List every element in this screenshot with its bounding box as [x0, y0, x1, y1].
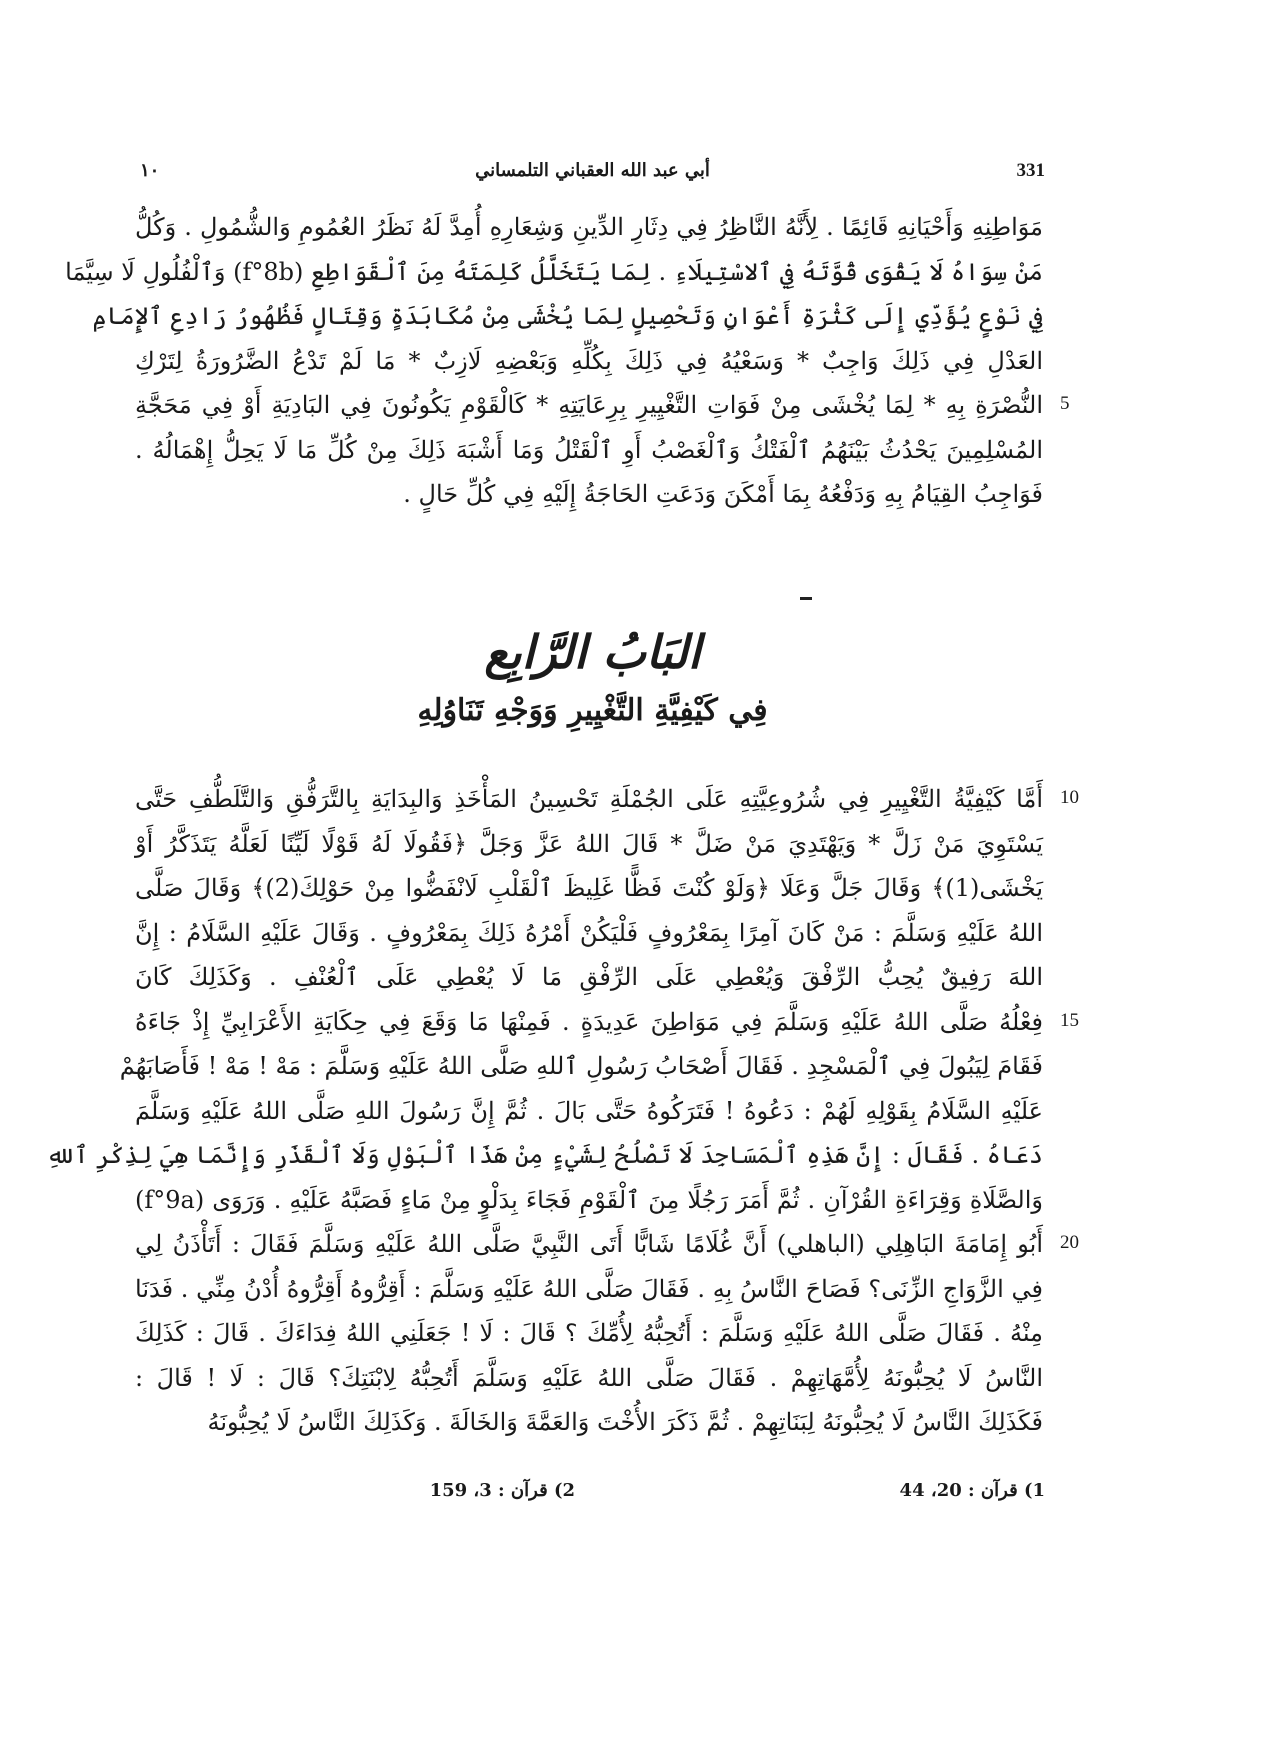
line-number: 10 [1060, 787, 1079, 808]
text-line: دَعَاهُ . فَقَالَ : إِنَّ هَذِهِ ٱلْمَسَاجِدَ لَا تَصْلُحُ لِشَيْءٍ مِنْ هَذَا ٱلْبَوْلِ وَلَا ٱلْقَذَرِ وَإِنَّمَا هِيَ لِذِكْرِ ٱللهِ [46, 1141, 1043, 1169]
line-number: 5 [1060, 393, 1070, 414]
line-number: 15 [1060, 1009, 1079, 1031]
running-header [140, 160, 1045, 200]
text-line: فِي الزَّوَاجِ الزِّنَى؟ فَصَاحَ النَّاسُ بِهِ . فَقَالَ صَلَّى اللهُ عَلَيْهِ وَسَلَّمَ : أَقِرُّوهُ أَقِرُّوهُ أُدْنُ مِنِّي . فَدَنَا [135, 1274, 1043, 1303]
text-line: فِعْلُهُ صَلَّى اللهُ عَلَيْهِ وَسَلَّمَ فِي مَوَاطِنَ عَدِيدَةٍ . فَمِنْهَا مَا وَقَعَ فِي حِكَايَةِ الأَعْرَابِيِّ إِذْ جَاءَهُ [135, 1007, 1043, 1036]
footnote-1: 1) قرآن : 20، 44 [899, 1480, 1045, 1501]
corner-mark: ١٠ [140, 160, 160, 181]
line-number: 20 [1060, 1232, 1079, 1253]
text-line: مَوَاطِنِهِ وَأَحْيَانِهِ قَائِمًا . لِأَنَّهُ النَّاظِرُ فِي دِثَارِ الدِّينِ وَشِعَارِهِ أُمِدَّ لَهُ نَظَرُ العُمُومِ وَالشُّمُولِ . وَكُلُّ [135, 213, 1043, 241]
text-line: مَنْ سِوَاهُ لَا يَقْوَى قُوَّتَهُ فِي ٱلاسْتِيلَاءِ . لِمَا يَتَخَلَّلُ كَلِمَتَهُ مِنَ ٱلْقَوَاطِعِ (f°8b) وَٱلْفُلُولِ لَا سِيَّمَا [65, 257, 1043, 286]
text-line: فَقَامَ لِيَبُولَ فِي ٱلْمَسْجِدِ . فَقَالَ أَصْحَابُ رَسُولِ ٱللهِ صَلَّى اللهُ عَلَيْهِ وَسَلَّمَ : مَهْ ! مَهْ ! فَأَصَابَهُمْ [119, 1052, 1043, 1080]
text-line: أَمَّا كَيْفِيَّةُ التَّغْيِيرِ فِي شُرُوعِيَّتِهِ عَلَى الجُمْلَةِ تَحْسِينُ المَأْخَذِ وَالبِدَايَةِ بِالتَّرَفُّقِ وَالتَّلَطُّفِ حَتَّى [135, 785, 1043, 813]
text-line: مِنْهُ . فَقَالَ صَلَّى اللهُ عَلَيْهِ وَسَلَّمَ : أَتُحِبُّهُ لِأُمِّكَ ؟ قَالَ : لَا ! جَعَلَنِي اللهُ فِدَاءَكَ . قَالَ : كَذَلِكَ [135, 1319, 1043, 1347]
footnote-2: 2) قرآن : 3، 159 [429, 1480, 575, 1501]
text-line: يَسْتَوِيَ مَنْ زَلَّ * وَيَهْتَدِيَ مَنْ ضَلَّ * قَالَ اللهُ عَزَّ وَجَلَّ ﴿فَقُولَا لَهُ قَوْلًا لَيِّنًا لَعَلَّهُ يَتَذَكَّرُ أَوْ [135, 829, 1044, 858]
text-line: أَبُو إِمَامَةَ البَاهِلِي (الباهلي) أَنَّ غُلَامًا شَابًّا أَتَى النَّبِيَّ صَلَّى اللهُ عَلَيْهِ وَسَلَّمَ فَقَالَ : أَتَأْذَنُ لِي [135, 1230, 1043, 1258]
text-line: يَخْشَى(1)﴾ وَقَالَ جَلَّ وَعَلَا ﴿وَلَوْ كُنْتَ فَظًّا غَلِيظَ ٱلْقَلْبِ لَانْفَضُّوا مِنْ حَوْلِكَ(2)﴾ وَقَالَ صَلَّى [135, 874, 1043, 902]
text-line: اللهَ رَفِيقٌ يُحِبُّ الرِّفْقَ وَيُعْطِي عَلَى الرِّفْقِ مَا لَا يُعْطِي عَلَى ٱلْعُنْفِ . وَكَذَلِكَ كَانَ [135, 963, 1043, 991]
footnotes [140, 1480, 1045, 1510]
text-line: وَالصَّلَاةِ وَقِرَاءَةِ القُرْآنِ . ثُمَّ أَمَرَ رَجُلًا مِنَ ٱلْقَوْمِ فَجَاءَ بِدَلْوٍ مِنْ مَاءٍ فَصَبَّهُ عَلَيْهِ . وَرَوَى (f°9a) [135, 1185, 1043, 1214]
text-line: فَوَاجِبُ القِيَامُ بِهِ وَدَفْعُهُ بِمَا أَمْكَنَ وَدَعَتِ الحَاجَةُ إِلَيْهِ فِي كُلِّ حَالٍ . [403, 480, 1043, 508]
chapter-subtitle: فِي كَيْفِيَّةِ التَّغْيِيرِ وَوَجْهِ تَنَاوُلِهِ [417, 693, 768, 728]
text-line: عَلَيْهِ السَّلَامُ بِقَوْلِهِ لَهُمْ : دَعُوهُ ! فَتَرَكُوهُ حَتَّى بَالَ . ثُمَّ إِنَّ رَسُولَ اللهِ صَلَّى اللهُ عَلَيْهِ وَسَلَّمَ [135, 1096, 1043, 1125]
text-line: العَدْلِ فِي ذَلِكَ وَاجِبٌ * وَسَعْيُهُ فِي ذَلِكَ بِكُلِّهِ وَبَعْضِهِ لَازِبٌ * مَا لَمْ تَدْعُ الضَّرُورَةُ لِتَرْكِ [135, 346, 1043, 375]
text-line: فِي نَوْعٍ يُؤَدِّي إِلَى كَثْرَةِ أَعْوَانٍ وَتَحْصِيلٍ لِمَا يُخْشَى مِنْ مُكَابَدَةٍ وَقِتَالٍ فَظُهُورُ رَادِعِ ٱلإِمَامِ [92, 302, 1043, 330]
page-number: 331 [1016, 160, 1045, 181]
paragraph-1 [65, 205, 1043, 517]
text-line: النُّصْرَةِ بِهِ * لِمَا يُخْشَى مِنْ فَوَاتِ التَّغْيِيرِ بِرِعَايَتِهِ * كَالْقَوْمِ يَكُونُونَ فِي البَادِيَةِ أَوْ فِي مَحَجَّةِ [135, 391, 1043, 419]
separator-dash [800, 597, 812, 600]
text-line: النَّاسُ لَا يُحِبُّونَهُ لِأُمَّهَاتِهِمْ . فَقَالَ صَلَّى اللهُ عَلَيْهِ وَسَلَّمَ أَتُحِبُّهُ لِابْنَتِكَ؟ قَالَ : لَا ! قَالَ : [135, 1363, 1043, 1392]
paragraph-2 [46, 777, 1044, 1445]
text-line: المُسْلِمِينَ يَحْدُثُ بَيْنَهُمُ ٱلْفَتْكُ وَٱلْغَصْبُ أَوِ ٱلْقَتْلُ وَمَا أَشْبَهَ ذَلِكَ مِنْ كُلِّ مَا لَا يَحِلُّ إِهْمَالُهُ . [135, 435, 1043, 464]
text-line: فَكَذَلِكَ النَّاسُ لَا يُحِبُّونَهُ لِبَنَاتِهِمْ . ثُمَّ ذَكَرَ الأُخْتَ وَالعَمَّةَ وَالخَالَةَ . وَكَذَلِكَ النَّاسُ لَا يُحِبُّونَهُ [207, 1408, 1043, 1436]
chapter-title: البَابُ الرَّابِع [484, 625, 701, 679]
text-line: اللهُ عَلَيْهِ وَسَلَّمَ : مَنْ كَانَ آمِرًا بِمَعْرُوفٍ فَلْيَكُنْ أَمْرُهُ ذَلِكَ بِمَعْرُوفٍ . وَقَالَ عَلَيْهِ السَّلَامُ : إِنَّ [135, 918, 1043, 947]
running-title: أبي عبد الله العقباني التلمساني [475, 160, 710, 181]
